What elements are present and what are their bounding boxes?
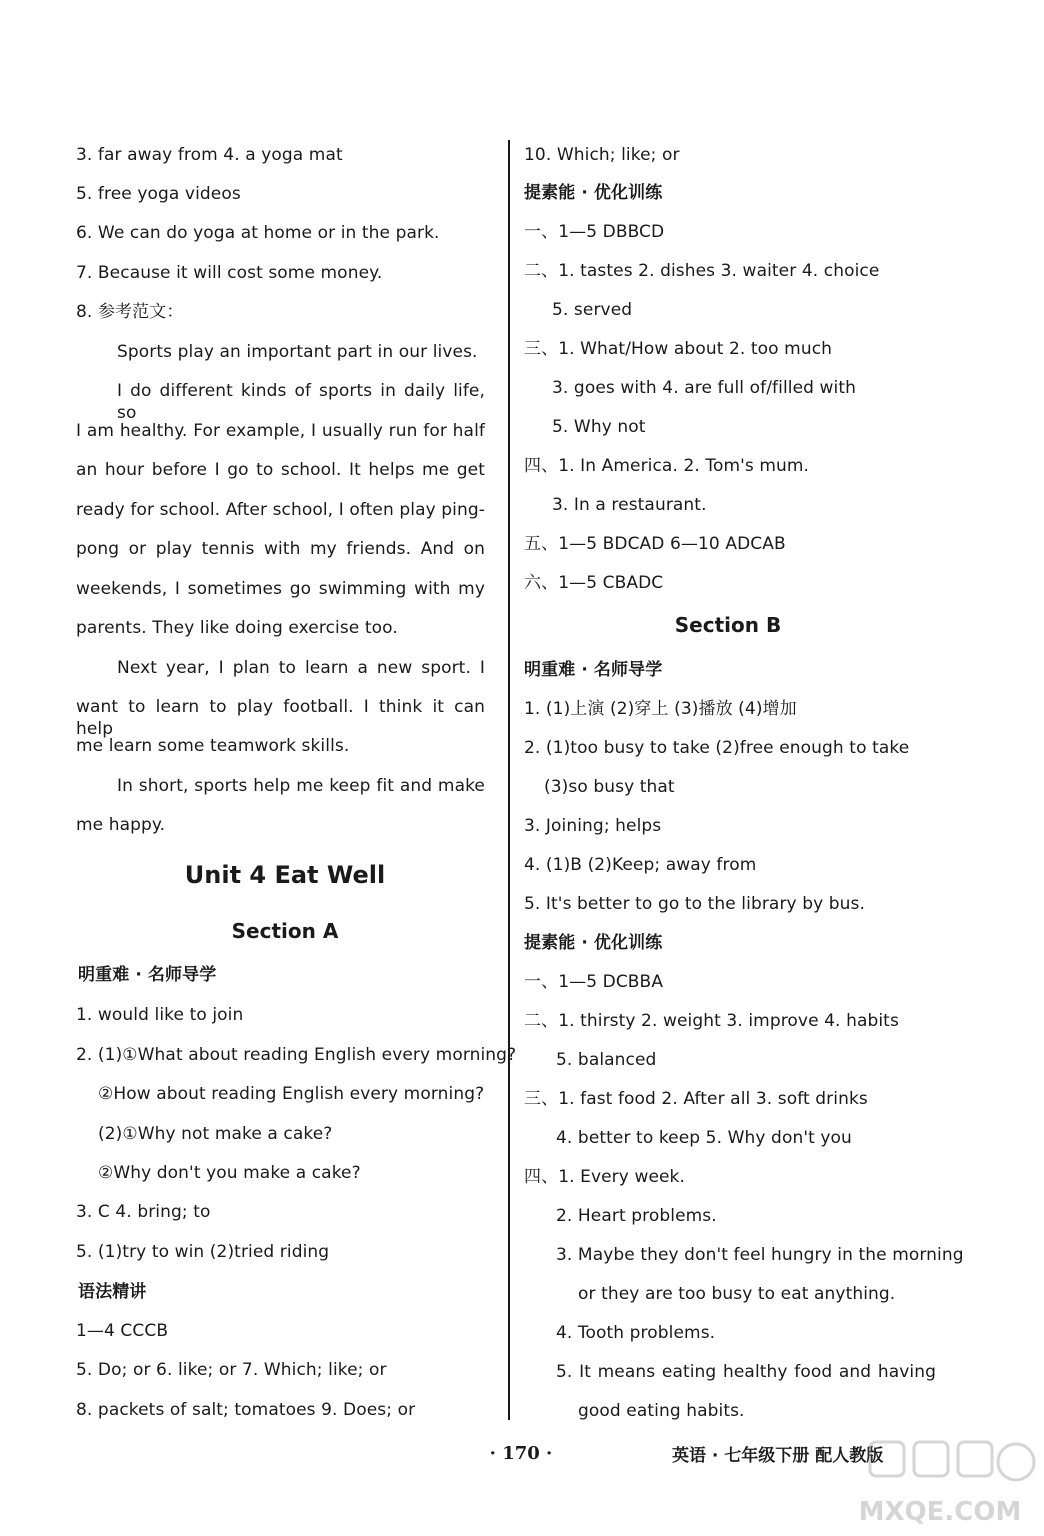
- answer-line: 3. goes with 4. are full of/filled with: [552, 378, 857, 398]
- answer-line: 五、1—5 BDCAD 6—10 ADCAB: [524, 534, 786, 554]
- answer-line: 5. free yoga videos: [76, 184, 241, 204]
- answer-line: 5. balanced: [556, 1050, 657, 1070]
- essay-line: me happy.: [76, 815, 166, 835]
- answer-line: 四、1. Every week.: [524, 1167, 686, 1187]
- essay-line: ready for school. After school, I often play ping-: [76, 500, 485, 520]
- answer-line: 3. Joining; helps: [524, 816, 662, 836]
- answer-line: 二、1. tastes 2. dishes 3. waiter 4. choice: [524, 261, 880, 281]
- answer-line: 一、1—5 DCBBA: [524, 972, 664, 992]
- answer-line: 3. C 4. bring; to: [76, 1202, 211, 1222]
- answer-line: 4. Tooth problems.: [556, 1323, 716, 1343]
- answer-line: 1. (1)上演 (2)穿上 (3)播放 (4)增加: [524, 699, 797, 719]
- essay-line: parents. They like doing exercise too.: [76, 618, 398, 638]
- section-heading: 明重难 · 名师导学: [524, 660, 663, 680]
- essay-line: Next year, I plan to learn a new sport. I: [117, 658, 485, 678]
- answer-line: 5. It's better to go to the library by bus.: [524, 894, 865, 914]
- answer-line: 7. Because it will cost some money.: [76, 263, 383, 283]
- answer-line: 1. would like to join: [76, 1005, 244, 1025]
- answer-line: 5. Do; or 6. like; or 7. Which; like; or: [76, 1360, 387, 1380]
- section-heading: 提素能 · 优化训练: [524, 183, 663, 203]
- answer-line: 一、1—5 DBBCD: [524, 222, 665, 242]
- column-divider: [508, 140, 510, 1420]
- essay-line: I am healthy. For example, I usually run for half: [76, 421, 485, 441]
- answer-line: 2. (1)too busy to take (2)free enough to take: [524, 738, 910, 758]
- answer-line: 2. Heart problems.: [556, 1206, 717, 1226]
- footer-book-label: 英语 · 七年级下册 配人教版: [672, 1446, 884, 1466]
- answer-line: 8. 参考范文：: [76, 302, 184, 322]
- answer-line: 10. Which; like; or: [524, 145, 680, 165]
- section-b-title: Section B: [674, 613, 782, 637]
- answer-line: 5. served: [552, 300, 633, 320]
- answer-line: 4. better to keep 5. Why don't you: [556, 1128, 852, 1148]
- answer-line: 六、1—5 CBADC: [524, 573, 664, 593]
- answer-line: 四、1. In America. 2. Tom's mum.: [524, 456, 810, 476]
- answer-line: 5. It means eating healthy food and having: [556, 1362, 936, 1382]
- answer-line: 8. packets of salt; tomatoes 9. Does; or: [76, 1400, 416, 1420]
- essay-line: want to learn to play football. I think it can help: [76, 697, 485, 739]
- answer-line: or they are too busy to eat anything.: [578, 1284, 896, 1304]
- essay-line: an hour before I go to school. It helps me get: [76, 460, 485, 480]
- answer-line: 5. (1)try to win (2)tried riding: [76, 1242, 330, 1262]
- answer-line: ②How about reading English every morning?: [98, 1084, 485, 1104]
- answer-line: 4. (1)B (2)Keep; away from: [524, 855, 757, 875]
- essay-line: In short, sports help me keep fit and make: [117, 776, 485, 796]
- essay-line: weekends, I sometimes go swimming with my: [76, 579, 485, 599]
- answer-line: 1—4 CCCB: [76, 1321, 169, 1341]
- answer-line: 6. We can do yoga at home or in the park.: [76, 223, 440, 243]
- essay-line: I do different kinds of sports in daily life, so: [117, 381, 485, 423]
- answer-line: good eating habits.: [578, 1401, 745, 1421]
- section-heading: 语法精讲: [78, 1282, 147, 1302]
- section-heading: 明重难 · 名师导学: [78, 965, 217, 985]
- answer-line: 3. far away from 4. a yoga mat: [76, 145, 343, 165]
- answer-line: 3. Maybe they don't feel hungry in the morning: [556, 1245, 964, 1265]
- unit-title: Unit 4 Eat Well: [184, 861, 386, 889]
- answer-line: (2)①Why not make a cake?: [98, 1124, 333, 1144]
- section-heading: 提素能 · 优化训练: [524, 933, 663, 953]
- answer-line: (3)so busy that: [544, 777, 675, 797]
- section-a-title: Section A: [231, 919, 339, 943]
- essay-line: pong or play tennis with my friends. And on: [76, 539, 485, 559]
- watermark-text: MXQE.COM: [858, 1497, 1022, 1527]
- answer-line: 3. In a restaurant.: [552, 495, 707, 515]
- essay-line: me learn some teamwork skills.: [76, 736, 350, 756]
- answer-line: 5. Why not: [552, 417, 646, 437]
- answer-line: 三、1. What/How about 2. too much: [524, 339, 833, 359]
- answer-line: 二、1. thirsty 2. weight 3. improve 4. habits: [524, 1011, 899, 1031]
- answer-line: 2. (1)①What about reading English every morning?: [76, 1045, 517, 1065]
- page-number: · 170 ·: [489, 1443, 553, 1464]
- watermark-logo-icon: [840, 1436, 1040, 1532]
- essay-line: Sports play an important part in our lives.: [117, 342, 478, 362]
- answer-line: ②Why don't you make a cake?: [98, 1163, 361, 1183]
- answer-line: 三、1. fast food 2. After all 3. soft drinks: [524, 1089, 868, 1109]
